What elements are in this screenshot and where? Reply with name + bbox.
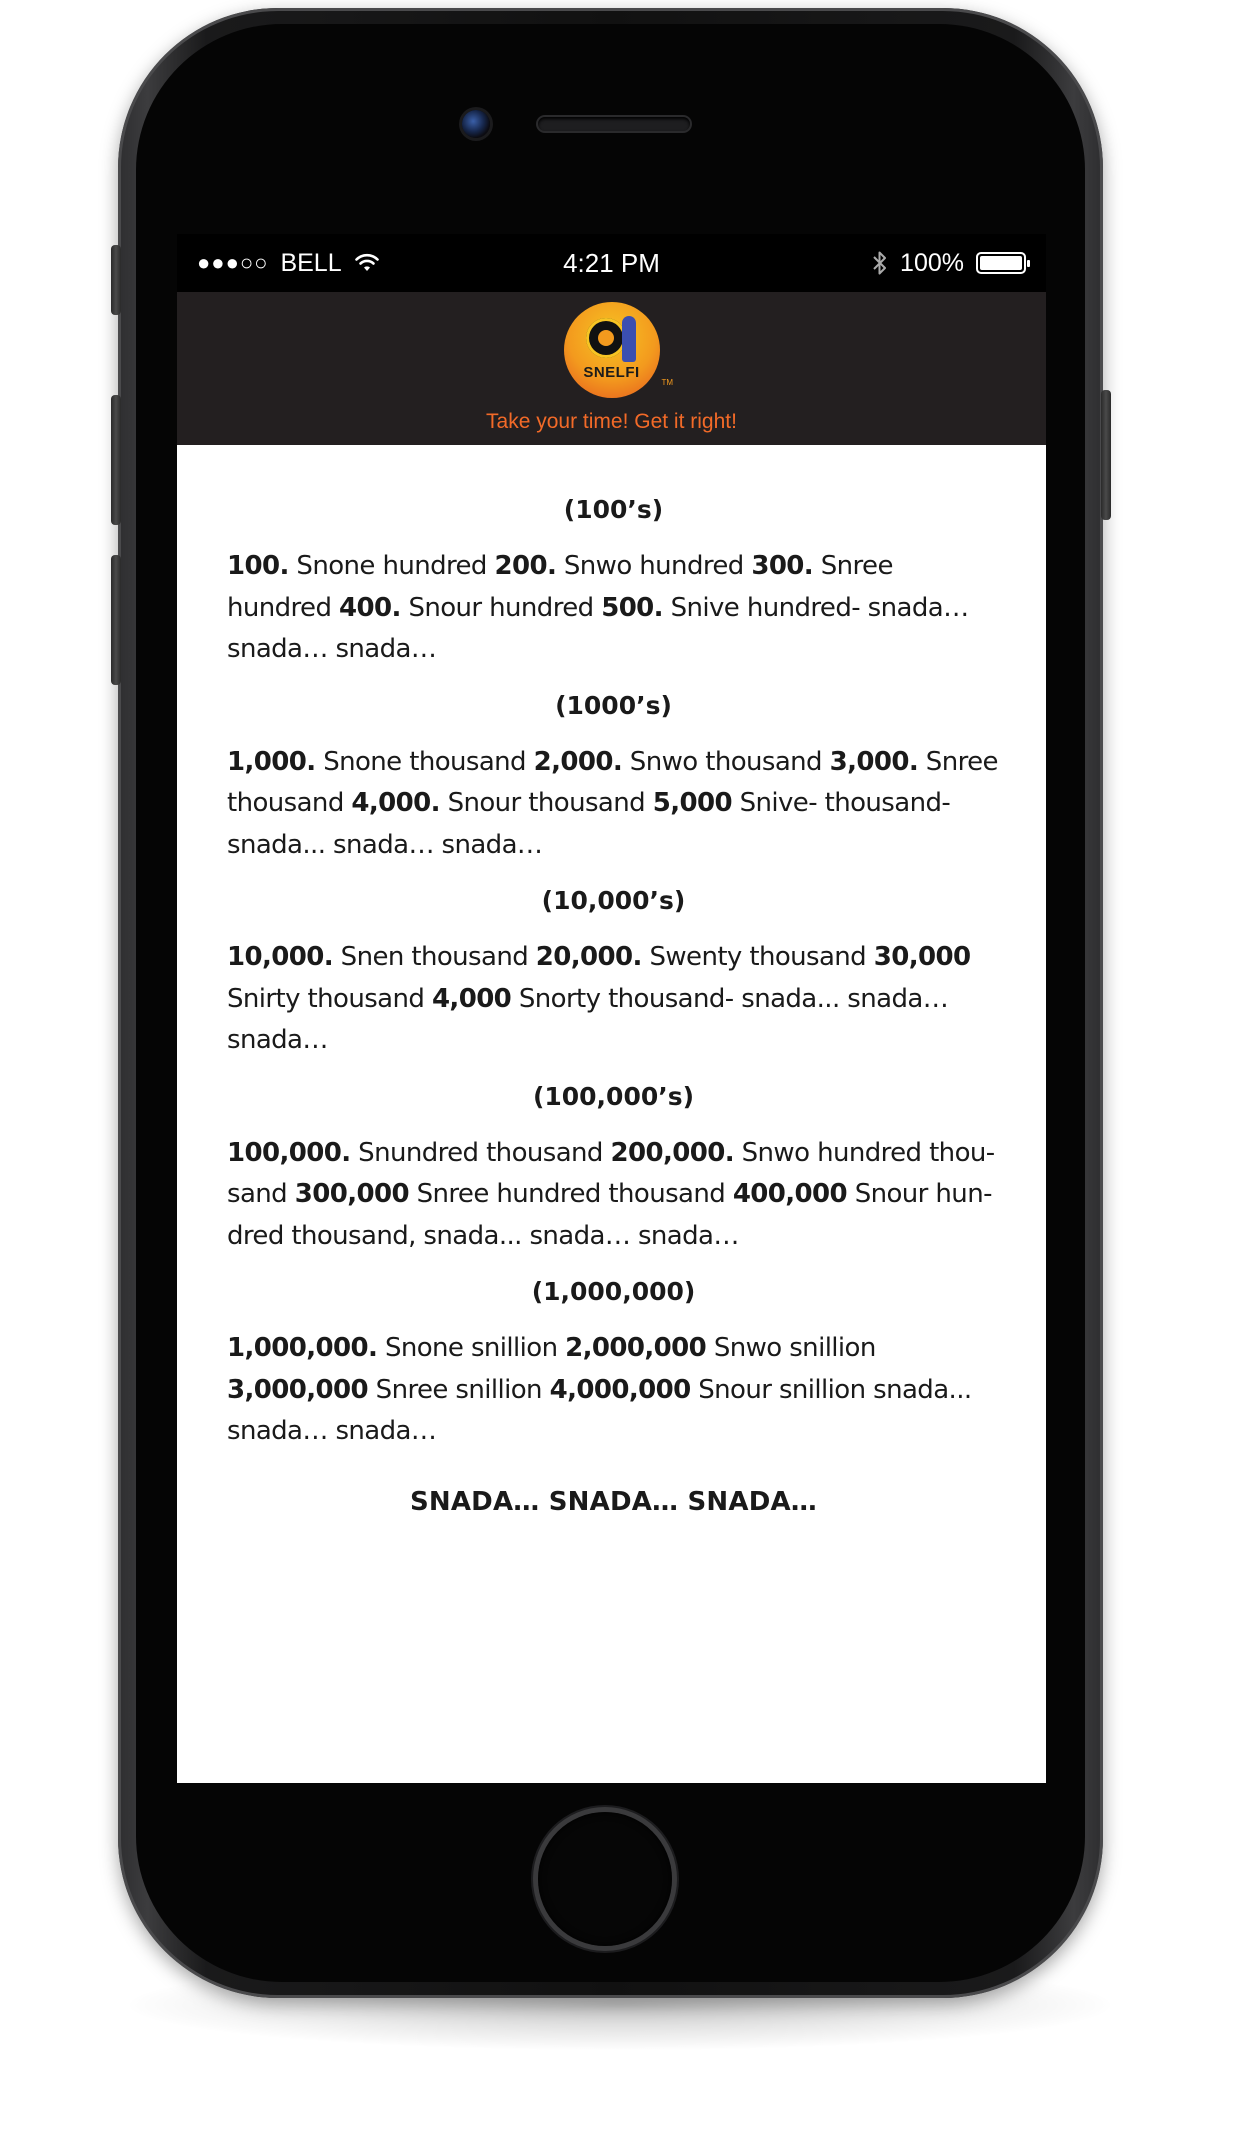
number-word: Snive hundred- snada… snada… snada… [227,592,969,664]
number-word: Snone snillion [377,1333,566,1363]
number-word: Snirty thousand [227,983,432,1014]
number-word: Snorty thousand- snada... snada… snada… [227,983,949,1055]
logo-text: SNELFI [583,364,640,381]
closing-text: SNADA… SNADA… SNADA… [409,1486,818,1517]
phone-screen [177,234,1046,1783]
number-label: 20,000. [535,942,642,972]
number-word: Snour thousand [439,788,653,818]
number-label: 4,000. [351,788,440,818]
section-heading: (100,000’s) [532,1081,695,1111]
number-label: 500. [601,592,663,623]
battery-icon [976,252,1026,274]
home-button[interactable] [538,1812,672,1946]
section-heading: (10,000’s) [541,886,686,915]
number-label: 300,000 [294,1179,409,1209]
logo-trademark: TM [661,378,674,387]
number-label: 200,000. [610,1137,734,1168]
section-body [227,742,1000,867]
number-word: Snree hundred [227,551,893,623]
number-word: Snwo hundred thousand [227,1137,996,1209]
number-word: Snundred thousand [350,1137,611,1168]
number-label: 3,000,000 [227,1374,368,1405]
number-word: Snwo snillion [706,1333,876,1363]
number-label: 30,000 [873,942,971,972]
number-word: Snree hundred thousand [408,1179,733,1209]
carrier-name: BELL [280,248,342,277]
number-label: 100,000. [227,1137,351,1168]
section-heading: (1,000,000) [531,1277,696,1306]
section-body [227,1328,1000,1453]
number-word: Snree thousand [227,746,998,818]
logo-circle [564,302,660,398]
selfie-figure-icon [622,316,636,362]
section-heading: (1000’s) [555,690,672,720]
number-label: 4,000 [431,983,512,1014]
camera-aperture-icon [586,318,626,358]
tagline: Take your time! Get it right! [486,410,737,433]
power-button [1101,390,1111,520]
number-label: 3,000. [829,746,919,777]
number-word: Snone hundred [288,551,495,581]
battery-percent: 100% [900,248,964,277]
number-label: 400,000 [732,1179,848,1209]
front-camera-icon [462,110,490,138]
number-label: 10,000. [227,942,334,972]
number-word: Snour snillion snada... snada… snada… [227,1374,972,1446]
number-word: Snone thousand [315,746,534,777]
mute-switch [111,245,121,315]
number-label: 2,000. [533,746,623,777]
number-word: Snour hundred thousand, snada... snada… snada… [227,1179,993,1251]
number-word: Snwo thousand [622,746,830,777]
number-label: 400. [339,592,401,623]
section-body [227,546,1000,671]
content-area [177,445,1046,1517]
section-body [227,1133,1000,1258]
section-heading: (100’s) [563,495,664,524]
volume-down-button [111,555,121,685]
snelfi-logo[interactable] [564,302,674,398]
earpiece-speaker [538,117,690,131]
number-label: 300. [751,551,814,581]
app-header [177,292,1046,445]
number-label: 100. [227,551,289,581]
number-label: 5,000 [652,788,732,818]
section-body [227,937,1000,1062]
sections [227,495,1000,1453]
number-label: 1,000,000. [227,1333,378,1363]
status-time: 4:21 PM [563,248,660,278]
number-word: Snour hundred [400,592,602,623]
number-label: 200. [494,551,557,581]
number-word: Swenty thousand [641,942,874,972]
number-word: Snive- thousand- snada... snada… snada… [227,788,951,860]
number-word: Snree snillion [368,1374,550,1405]
number-word: Snen thousand [333,942,536,972]
number-word: Snwo hundred [556,551,752,581]
volume-up-button [111,395,121,525]
number-label: 4,000,000 [549,1374,691,1405]
battery-fill [980,256,1022,270]
signal-strength-icon: ●●●○○ [197,250,269,275]
status-bar [177,234,1046,292]
number-label: 2,000,000 [565,1333,707,1363]
number-label: 1,000. [227,746,316,777]
